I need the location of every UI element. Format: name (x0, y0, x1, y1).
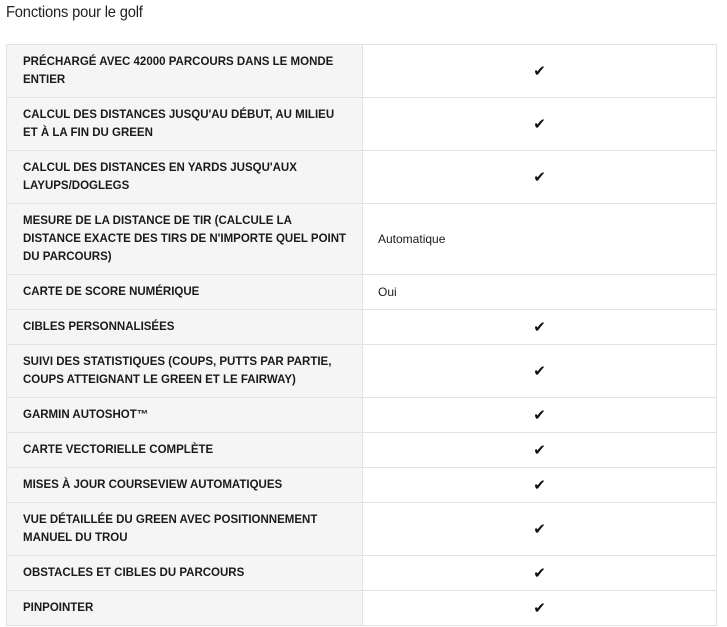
feature-value (363, 591, 717, 626)
check-icon: ✔ (533, 167, 546, 186)
feature-value (363, 98, 717, 151)
check-icon: ✔ (533, 61, 546, 80)
table-row (7, 556, 717, 591)
check-icon: ✔ (533, 114, 546, 133)
feature-name: MESURE DE LA DISTANCE DE TIR (CALCULE LA DISTANCE EXACTE DES TIRS DE N'IMPORTE QUEL POINT DU PARCOURS) (7, 204, 363, 275)
feature-value (363, 345, 717, 398)
table-row (7, 591, 717, 626)
page-title: Fonctions pour le golf (6, 4, 143, 21)
feature-name: SUIVI DES STATISTIQUES (COUPS, PUTTS PAR PARTIE, COUPS ATTEIGNANT LE GREEN ET LE FAIRWAY) (7, 345, 363, 398)
feature-name: CALCUL DES DISTANCES JUSQU'AU DÉBUT, AU MILIEU ET À LA FIN DU GREEN (7, 98, 363, 151)
table-row (7, 310, 717, 345)
table-row (7, 151, 717, 204)
table-row (7, 275, 717, 310)
feature-name: CARTE DE SCORE NUMÉRIQUE (7, 275, 363, 310)
check-icon: ✔ (533, 519, 546, 538)
feature-name: CALCUL DES DISTANCES EN YARDS JUSQU'AUX LAYUPS/DOGLEGS (7, 151, 363, 204)
feature-value: Oui (363, 275, 717, 310)
golf-features-table (6, 44, 717, 626)
table-row (7, 45, 717, 98)
table-row (7, 398, 717, 433)
feature-name: GARMIN AUTOSHOT™ (7, 398, 363, 433)
check-icon: ✔ (533, 317, 546, 336)
feature-name: PRÉCHARGÉ AVEC 42000 PARCOURS DANS LE MONDE ENTIER (7, 45, 363, 98)
feature-name: CARTE VECTORIELLE COMPLÈTE (7, 433, 363, 468)
feature-value (363, 503, 717, 556)
feature-value (363, 556, 717, 591)
table-row (7, 503, 717, 556)
feature-value (363, 45, 717, 98)
feature-value: Automatique (363, 204, 717, 275)
check-icon: ✔ (533, 598, 546, 617)
table-row (7, 98, 717, 151)
table-row (7, 433, 717, 468)
check-icon: ✔ (533, 440, 546, 459)
table-row (7, 468, 717, 503)
table-row (7, 204, 717, 275)
feature-value (363, 468, 717, 503)
table-row (7, 345, 717, 398)
feature-name: PINPOINTER (7, 591, 363, 626)
check-icon: ✔ (533, 475, 546, 494)
check-icon: ✔ (533, 563, 546, 582)
feature-value (363, 310, 717, 345)
feature-name: OBSTACLES ET CIBLES DU PARCOURS (7, 556, 363, 591)
check-icon: ✔ (533, 361, 546, 380)
feature-name: CIBLES PERSONNALISÉES (7, 310, 363, 345)
feature-name: VUE DÉTAILLÉE DU GREEN AVEC POSITIONNEMENT MANUEL DU TROU (7, 503, 363, 556)
feature-value (363, 151, 717, 204)
feature-value (363, 433, 717, 468)
feature-name: MISES À JOUR COURSEVIEW AUTOMATIQUES (7, 468, 363, 503)
check-icon: ✔ (533, 405, 546, 424)
feature-value (363, 398, 717, 433)
